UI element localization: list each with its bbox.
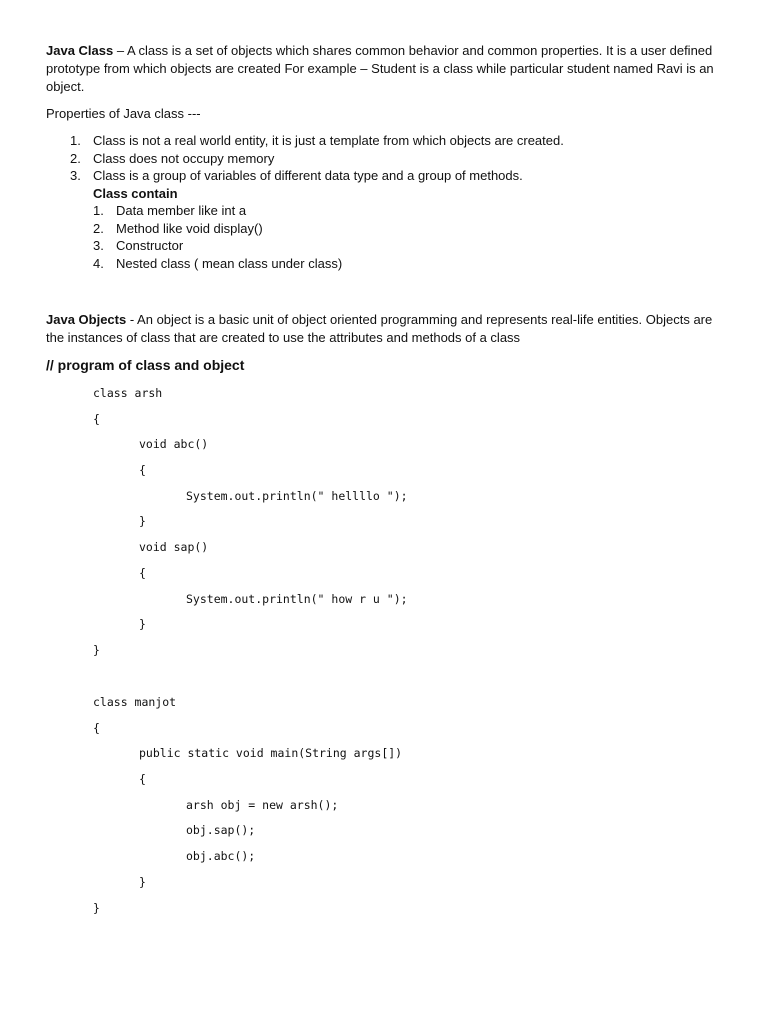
list-text: Class is not a real world entity, it is just a template from which objects are created.: [93, 133, 564, 148]
list-item: [93, 220, 342, 238]
code-line: }: [93, 643, 100, 657]
code-line: void abc(): [139, 437, 209, 451]
list-text: Class does not occupy memory: [93, 150, 275, 166]
code-line: arsh obj = new arsh();: [186, 798, 339, 812]
java-class-paragraph: [46, 42, 726, 96]
code-line: {: [139, 566, 146, 580]
java-objects-term: Java Objects: [46, 312, 127, 327]
list-number: 4.: [93, 255, 104, 271]
list-number: 2.: [70, 150, 81, 166]
list-number: 3.: [70, 168, 81, 184]
code-line: {: [93, 412, 100, 426]
code-line: }: [139, 875, 146, 889]
code-line: }: [139, 617, 146, 631]
properties-intro: Properties of Java class ---: [46, 106, 201, 121]
java-objects-paragraph: [46, 311, 726, 347]
list-number: 1.: [93, 203, 104, 218]
class-contain-list: [93, 202, 342, 272]
list-text: Data member like int a: [116, 203, 247, 218]
code-line: public static void main(String args[]): [139, 746, 403, 760]
code-line: System.out.println(" how r u ");: [186, 592, 408, 606]
list-number: 3.: [93, 238, 104, 254]
list-text: Class is a group of variables of different data type and a group of methods.: [93, 168, 523, 184]
class-contain-heading: Class contain: [93, 186, 178, 201]
java-class-term: Java Class: [46, 43, 114, 58]
code-line: class arsh: [93, 386, 163, 400]
program-heading: // program of class and object: [46, 357, 245, 373]
code-line: }: [93, 901, 100, 915]
code-line: class manjot: [93, 695, 177, 709]
java-class-definition: – A class is a set of objects which shares common behavior and common properties. It is a user defined prototype from which objects are created For example – Student is a class while particular student named Ravi is an object.: [46, 43, 714, 94]
list-text: Nested class ( mean class under class): [116, 255, 343, 271]
list-text: Constructor: [116, 238, 184, 254]
code-line: {: [139, 772, 146, 786]
code-line: {: [139, 463, 146, 477]
list-item: [93, 237, 342, 255]
list-item: [70, 132, 564, 150]
list-text: Method like void display(): [116, 220, 263, 236]
code-line: void sap(): [139, 540, 209, 554]
code-line: obj.abc();: [186, 849, 256, 863]
code-line: System.out.println(" hellllo ");: [186, 489, 408, 503]
list-number: 1.: [70, 133, 81, 148]
list-item: [93, 255, 342, 273]
code-line: }: [139, 514, 146, 528]
code-line: obj.sap();: [186, 823, 256, 837]
list-item: [70, 150, 564, 168]
list-number: 2.: [93, 220, 104, 236]
list-item: [70, 167, 564, 185]
properties-list: [70, 132, 564, 185]
list-item: [93, 202, 342, 220]
code-line: {: [93, 721, 100, 735]
java-objects-definition: - An object is a basic unit of object oriented programming and represents real-life entities. Objects are the instances of class that are created to use the attributes and methods of a class: [46, 312, 713, 345]
